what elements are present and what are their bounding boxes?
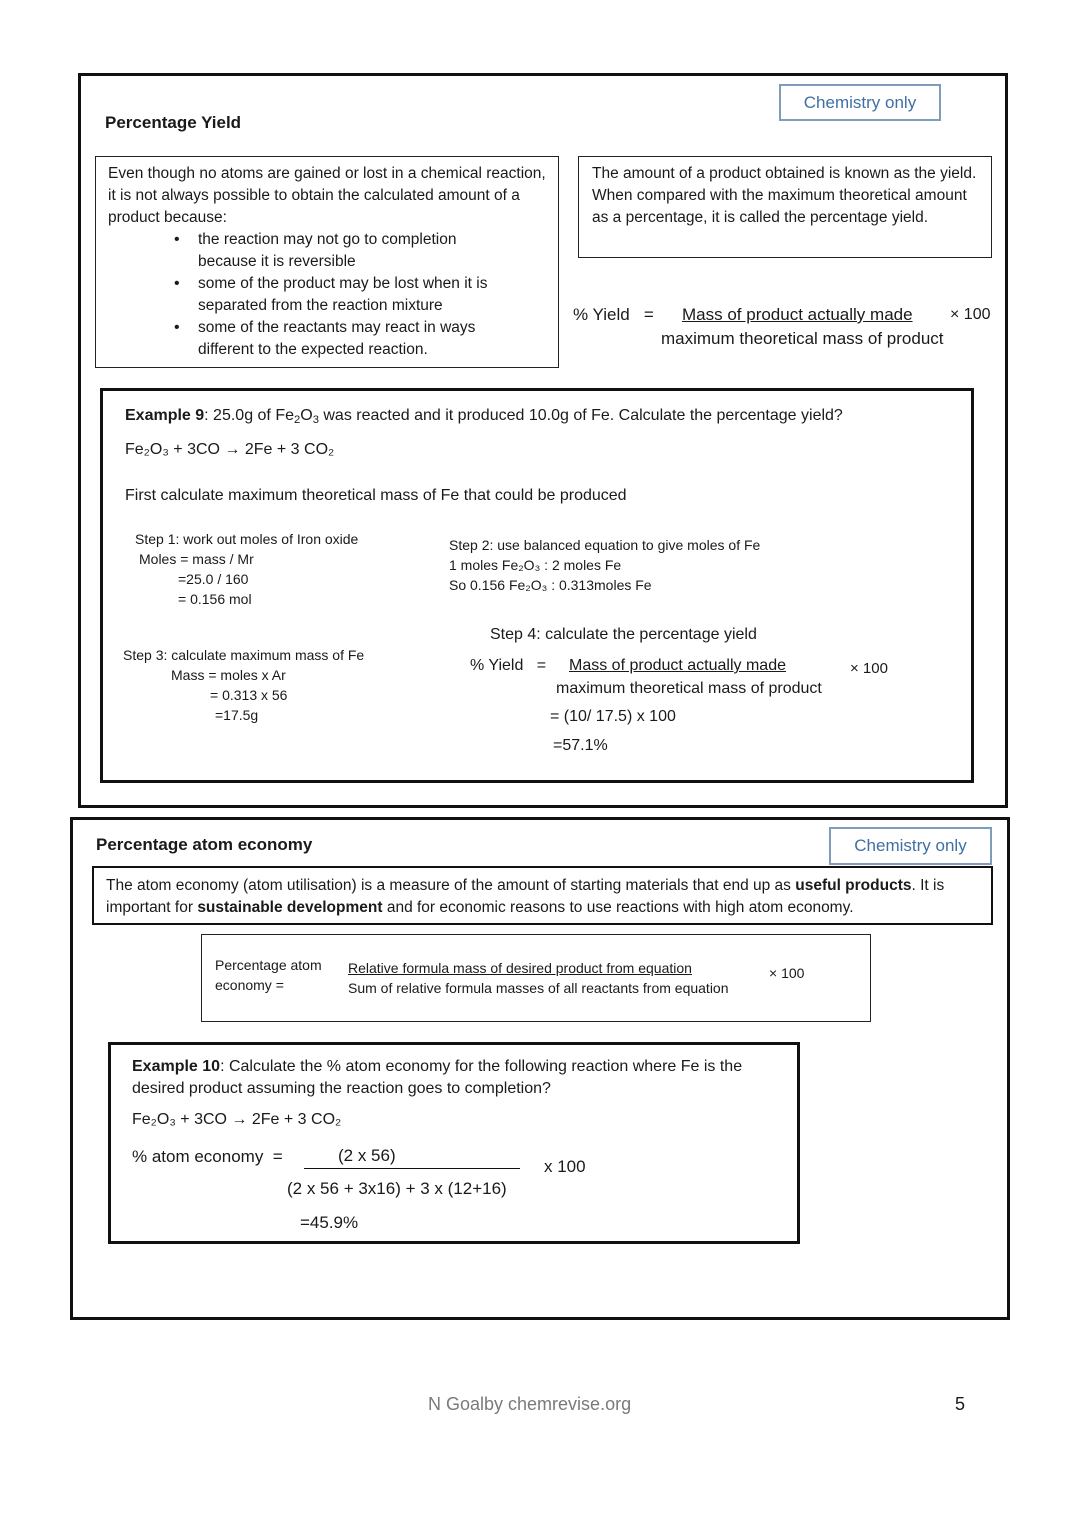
step-1: Step 1: work out moles of Iron oxide Moles = mass / Mr =25.0 / 160 = 0.156 mol bbox=[135, 531, 359, 607]
atom-economy-lhs-1: Percentage atom bbox=[215, 957, 322, 973]
list-item: • some of the reactants may react in ways different to the expected reaction. bbox=[174, 319, 476, 358]
example-10-denominator: (2 x 56 + 3x16) + 3 x (12+16) bbox=[287, 1179, 507, 1198]
chemistry-only-tag: Chemistry only bbox=[779, 84, 941, 121]
yield-reasons-list bbox=[174, 229, 518, 361]
atom-economy-denominator: Sum of relative formula masses of all reactants from equation bbox=[348, 980, 729, 996]
yield-reasons-intro: Even though no atoms are gained or lost in a chemical reaction, it is not always possible to obtain the calculated amount of a product because: bbox=[108, 165, 546, 226]
yield-formula-denominator: maximum theoretical mass of product bbox=[661, 329, 944, 348]
step-4-denominator: maximum theoretical mass of product bbox=[556, 680, 822, 697]
section-title-percentage-yield: Percentage Yield bbox=[105, 113, 242, 132]
example-10-calc bbox=[132, 1144, 772, 1239]
yield-definition-text: The amount of a product obtained is known as the yield. When compared with the maximum theoretical amount as a percentage, it is called the percentage yield. bbox=[592, 165, 977, 226]
example-9-first-line: First calculate maximum theoretical mass of Fe that could be produced bbox=[125, 487, 627, 504]
example-10-equation: Fe₂O₃ + 3CO → 2Fe + 3 CO₂ bbox=[132, 1111, 342, 1128]
example-10-fraction-line bbox=[304, 1168, 520, 1169]
example-10-label: Example 10 bbox=[132, 1058, 221, 1075]
step-4-working: = (10/ 17.5) x 100 bbox=[550, 708, 676, 725]
example-9-question: Example 9: 25.0g of $Fe_2O_3$ was reacted and it produced 10.0g of Fe. Calculate the percentage yield? bbox=[125, 407, 843, 426]
atom-economy-lhs-2: economy = bbox=[215, 977, 284, 993]
example-10-question: Example 10: Calculate the % atom economy for the following reaction where Fe is the desired product assuming the reaction goes to completion? bbox=[132, 1058, 743, 1097]
atom-economy-times: × 100 bbox=[769, 965, 805, 981]
chemistry-only-tag: Chemistry only bbox=[829, 827, 992, 865]
step-3: Step 3: calculate maximum mass of Fe Mass = moles x Ar = 0.313 x 56 =17.5g bbox=[123, 647, 365, 723]
example-9-label: Example 9 bbox=[125, 407, 205, 424]
step-4-numerator: Mass of product actually made bbox=[569, 657, 786, 674]
step-4 bbox=[460, 626, 920, 766]
example-10-lhs: % atom economy = bbox=[132, 1147, 283, 1166]
example-9-equation: Fe₂O₃ + 3CO → 2Fe + 3 CO₂ bbox=[125, 441, 335, 458]
page-number: 5 bbox=[955, 1394, 966, 1414]
yield-formula-times: × 100 bbox=[950, 306, 991, 323]
section-title-atom-economy: Percentage atom economy bbox=[96, 835, 313, 854]
atom-economy-definition-box: The atom economy (atom utilisation) is a measure of the amount of starting materials that end up as useful products. It is important for sustainable development and for economic reasons to use reactions with high atom economy. bbox=[92, 866, 993, 925]
atom-economy-formula-box bbox=[201, 934, 871, 1022]
step-4-times: × 100 bbox=[850, 660, 888, 677]
yield-formula-lhs: % Yield = bbox=[573, 305, 654, 324]
atom-economy-numerator: Relative formula mass of desired product from equation bbox=[348, 960, 692, 976]
yield-formula bbox=[570, 300, 1000, 360]
step-4-title: Step 4: calculate the percentage yield bbox=[490, 626, 757, 643]
yield-definition-box bbox=[578, 156, 992, 258]
example-10-times: x 100 bbox=[544, 1157, 586, 1176]
yield-formula-numerator: Mass of product actually made bbox=[682, 305, 913, 324]
example-10-result: =45.9% bbox=[300, 1213, 359, 1232]
list-item: • some of the product may be lost when it is separated from the reaction mixture bbox=[174, 275, 488, 314]
step-4-result: =57.1% bbox=[553, 737, 608, 754]
step-2: Step 2: use balanced equation to give moles of Fe 1 moles Fe₂O₃ : 2 moles Fe So 0.156 Fe₂O₃ : 0.313moles Fe bbox=[449, 537, 761, 593]
step-4-lhs: % Yield = bbox=[470, 657, 547, 674]
list-item: • the reaction may not go to completion because it is reversible bbox=[174, 231, 457, 270]
example-10-numerator: (2 x 56) bbox=[338, 1146, 396, 1165]
yield-reasons-box bbox=[95, 156, 559, 368]
footer-credit: N Goalby chemrevise.org bbox=[428, 1394, 632, 1414]
